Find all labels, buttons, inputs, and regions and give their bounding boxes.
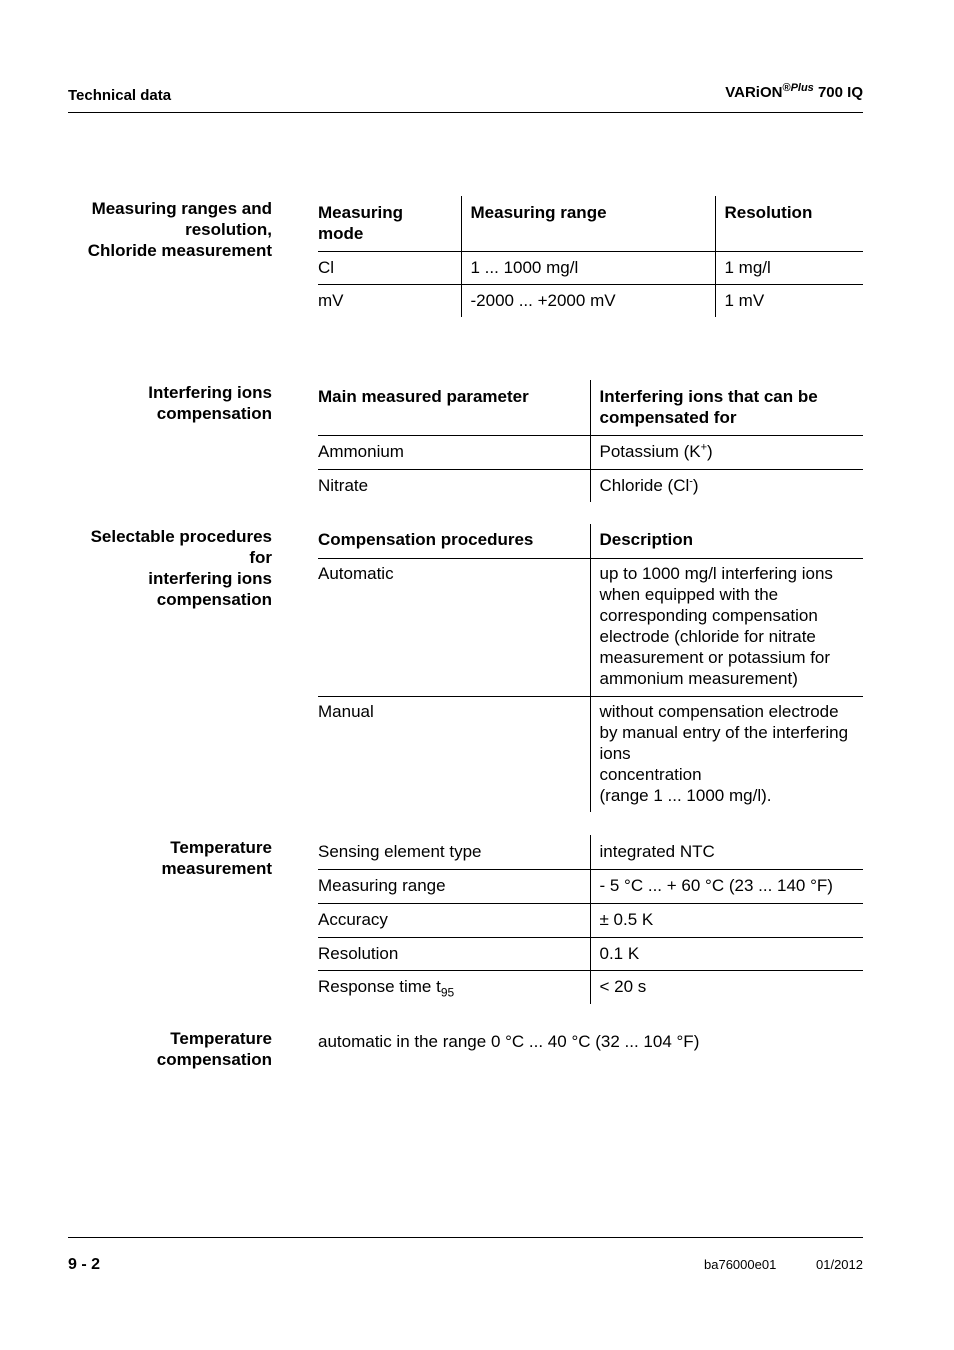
side-heading-chloride [68, 198, 272, 261]
column-header-mode: Measuring mode [318, 196, 461, 251]
chloride-table [318, 196, 863, 317]
registered-mark: ® [782, 82, 791, 94]
column-header-resolution: Resolution [724, 203, 813, 222]
table-cell: -2000 ... +2000 mV [461, 284, 715, 317]
table-header-row [318, 196, 863, 251]
table-cell: Chloride (Cl-) [590, 469, 863, 502]
table-row [318, 903, 863, 937]
side-line: Selectable procedures [90, 527, 272, 546]
table-cell: mV [318, 284, 461, 317]
table-cell: 0.1 K [590, 937, 863, 970]
table-cell: Response time $t_{95}$ [318, 970, 590, 1004]
column-header-ions: Interfering ions that can be compensated for [599, 387, 818, 427]
table-cell: Resolution [318, 937, 590, 970]
header-product-name [725, 84, 863, 101]
model-name: 700 IQ [817, 84, 863, 101]
table-row [318, 869, 863, 903]
table-row [318, 251, 863, 284]
side-line: compensation [156, 1050, 272, 1069]
side-line: measurement [161, 859, 272, 878]
table-cell: Potassium (K+) [590, 435, 863, 469]
table-cell: Measuring range [318, 869, 590, 903]
temperature-table [318, 835, 863, 1004]
side-line: Measuring ranges and [91, 199, 272, 218]
brand-name: VARiON [725, 84, 783, 101]
side-heading-procedures [68, 526, 272, 610]
column-header-procedures: Compensation procedures [318, 524, 590, 558]
interfering-ions-table [318, 380, 863, 502]
side-line: resolution, [185, 220, 272, 239]
table-cell: Cl [318, 251, 461, 284]
side-heading-temperature [68, 837, 272, 879]
table-row [318, 435, 863, 469]
column-header-description: Description [599, 530, 694, 549]
table-cell: Nitrate [318, 469, 590, 502]
table-cell: < 20 s [590, 970, 863, 1004]
side-line: Temperature [170, 1029, 272, 1048]
footer-rule [68, 1237, 863, 1238]
table-cell: Automatic [318, 558, 590, 696]
header-section-title: Technical data [68, 87, 172, 104]
table-row [318, 970, 863, 1004]
brand-plus: Plus [790, 82, 814, 94]
table-row [318, 696, 863, 812]
side-line: Temperature [170, 838, 272, 857]
table-cell: Accuracy [318, 903, 590, 937]
table-row [318, 835, 863, 869]
table-row [318, 284, 863, 317]
doc-date: 01/2012 [816, 1257, 863, 1272]
side-heading-interfering [68, 382, 272, 424]
side-line: compensation [156, 590, 272, 609]
table-cell: without compensation electrode by manual entry of the interfering ions concentration (range 1 ... 1000 mg/l). [590, 696, 863, 812]
table-cell: Sensing element type [318, 835, 590, 869]
column-header-range: Measuring range [461, 196, 715, 251]
table-cell: integrated NTC [599, 842, 715, 861]
side-line: for [249, 548, 272, 567]
doc-number: ba76000e01 [704, 1257, 777, 1272]
side-heading-temp-compensation [68, 1028, 272, 1070]
header-rule [68, 112, 863, 113]
side-line: compensation [156, 404, 272, 423]
table-cell: ± 0.5 K [590, 903, 863, 937]
side-line: Chloride measurement [87, 241, 272, 260]
temp-compensation-text: automatic in the range 0 °C ... 40 °C (32 ... 104 °F) [318, 1032, 700, 1051]
table-header-row [318, 380, 863, 435]
table-row [318, 558, 863, 696]
table-cell: Ammonium [318, 435, 590, 469]
side-line: Interfering ions [148, 383, 272, 402]
side-line: interfering ions [148, 569, 272, 588]
table-cell: up to 1000 mg/l interfering ions when equipped with the corresponding compensation electrode (chloride for nitrate measurement or potassium for ammonium measurement) [590, 558, 863, 696]
table-row [318, 469, 863, 502]
table-cell: - 5 °C ... + 60 °C (23 ... 140 °F) [590, 869, 863, 903]
procedures-table [318, 524, 863, 812]
page-number: 9 - 2 [68, 1256, 101, 1273]
table-header-row [318, 524, 863, 558]
table-cell: 1 mV [715, 284, 863, 317]
table-cell: Manual [318, 696, 590, 812]
table-cell: 1 ... 1000 mg/l [461, 251, 715, 284]
table-cell: 1 mg/l [715, 251, 863, 284]
column-header-parameter: Main measured parameter [318, 380, 590, 435]
table-row [318, 937, 863, 970]
